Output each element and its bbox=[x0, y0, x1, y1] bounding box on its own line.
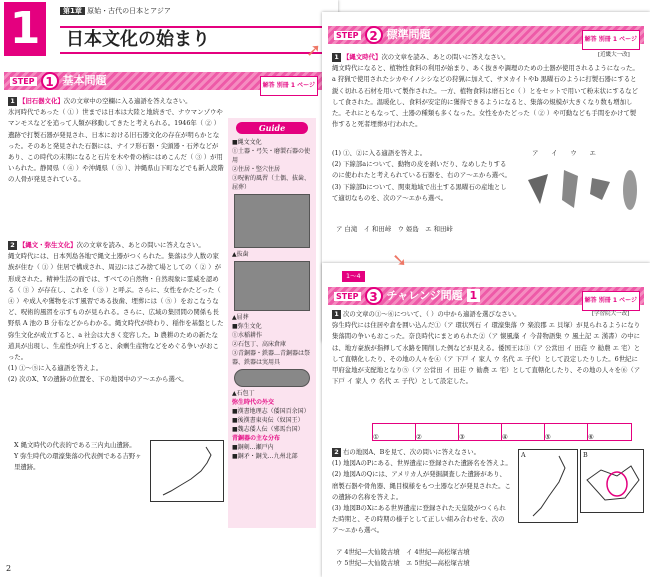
guide-item: ■魏志倭人伝（邪馬台国） bbox=[232, 426, 304, 433]
q2-choices: ア 4世紀―大仙陵古墳 イ 4世紀―高松塚古墳 ウ 5世紀―大仙陵古墳 エ 5世紀―高松塚古墳 bbox=[336, 548, 470, 568]
guide-item: ■弥生文化 bbox=[232, 323, 262, 330]
figure-labels: ア イ ウ エ bbox=[532, 149, 596, 157]
q1-body: 氷河時代であった（ ① ）世までは日本は大陸と地続きで、ナウマンゾウやマンモスなどを追って人類が移動してきたと考えられる。1946年（ ② ）遺跡で打製石器が発見され、日本における旧石器文化の存在が明らかとなった。そのあと発見された石器には、ナイフ形石器・尖頭器・石斧などがあり、この時代の末期になると石片を木や骨の柄にはめこんだ（ ③ ）が用いられた。静岡県（ ④ ）や沖縄県（ ⑤ ）、沖縄県山下町などでも新人段階の人骨が発見されている。 bbox=[8, 108, 224, 184]
q1-block: 1 【縄文時代】次の文章を読み、あとの問いに答えなさい。 縄文時代になると、植物性食料の利用が始まり、あく抜きや調理のための土器が使用されるようになった。a 狩猟で使用されたシカやイノシシなどの狩猟に加えて、サヌカイトやb 黒曜石のように打製石器にすると鋭く切れる石材を用いて製作された。一方、植物食料は磨石とc（ ）とをセットで用いて粉末状にするなどして食された。温暖化し、食料が安定的に獲得できるようになると、集落の規模が大きくなり数も増加した。それにともなって、土器の種類も多くなった。女性をかたどった（ ② ）や可動なども手間をかけて製作すると死者埋葬が行われた。 bbox=[332, 53, 639, 129]
source-note: [近畿大一改] bbox=[598, 52, 630, 58]
stone-knife-photo bbox=[234, 369, 310, 387]
q2-block: 2 【縄文・弥生文化】次の文章を読み、あとの問いに答えなさい。 縄文時代には、日本列島各地で縄文土器がつくられた。集落は少人数の家族が住む（ ① ）住居で構成され、周辺にはごみ捨て場としての（ ② ）が形成された。精神生活の面では、すべての自然物・自然現象に霊威を認める（ ③ ）が存在し、これを（ ③ ）と呼ぶ。さらに、女性をかたどった（ ④ ）や成人や獲物を示す風習である抜歯、埋葬には（ ⑤ ）をおこなうなど、呪術的風習を示すものが見られる。さらに、広域の集団間の関係も長野県 A 池の B 分布などからわかる。縄文時代が終わり、稲作を基盤とした弥生文化が成立すると、a 社会は大きく変容した。b 農耕のための新たな道具が出現し、生産性が向上すると、余剰生産物などをめぐる争いがおこった。 (1) ①〜⑤に入る適語を答えよ。 (2) 次のX、Yの遺跡の位置を、下の地図中のア〜エから選べ。 bbox=[8, 241, 224, 384]
caption: ▲石包丁 bbox=[232, 390, 255, 397]
guide-item: ■後漢書東夷伝（奴国王） bbox=[232, 417, 304, 424]
guide-item: ■漢書地理志（倭国百余国） bbox=[232, 408, 310, 415]
map-b: B bbox=[580, 449, 644, 513]
guide-sidebar bbox=[228, 118, 316, 528]
page-number: 2 bbox=[6, 564, 12, 573]
guide-item: ②石包丁、高床倉庫 bbox=[232, 341, 287, 348]
right-bottom-page bbox=[322, 263, 650, 577]
q2-body: 縄文時代には、日本列島各地で縄文土器がつくられた。集落は少人数の家族が住む（ ① ）住居で構成され、周辺にはごみ捨て場としての（ ② ）が形成された。精神生活の面では、すべての自然物・自然現象に霊威を認める（ ③ ）が存在し、これを（ ③ ）と呼ぶ。さらに、女性をかたどった（ ④ ）や成人や獲物を示す風習である抜歯、埋葬には（ ⑤ ）をおこなうなど、呪術的風習を示すものが見られる。さらに、広域の集団間の関係も長野県 A 池の B 分布などからわかる。縄文時代が終わり、稲作を基盤とした弥生文化が成立すると、a 社会は大きく変容した。b 農耕のための新たな道具が出現し、生産性が向上すると、余剰生産物などをめぐる争いがおこった。 bbox=[8, 252, 224, 362]
guide-subhead: 青銅器の主な分布 bbox=[232, 435, 281, 442]
q1-subs: (1) ①、②に入る適語を答えよ。 (2) 下線部aについて、動物の皮を剥いだり、なめしたりするのに使われたと考えられている石器を、右のア〜エから選べ。 (3) 下線部bについて、関東地域で出土する黒曜石の産地として適切なものを、次のア〜エから選べ。 bbox=[332, 149, 511, 202]
guide-item: ■銅剣…瀬戸内 bbox=[232, 444, 274, 451]
q1-block: 1 【旧石器文化】次の文章中の空欄に入る適語を答えなさい。 氷河時代であった（ ① ）世までは日本は大陸と地続きで、ナウマンゾウやマンモスなどを追って人類が移動してきたと考えられる。1946年（ ② ）遺跡で打製石器が発見され、日本における旧石器文化の存在が明らかとなった。そのあと発見された石器には、ナイフ形石器・尖頭器・石斧などがあり、この時代の末期になると石片を木や骨の柄にはめこんだ（ ③ ）が用いられた。静岡県（ ④ ）や沖縄県（ ⑤ ）、沖縄県山下町などでも新人段階の人骨が発見されている。 bbox=[8, 97, 224, 184]
guide-item: ■縄文文化 bbox=[232, 139, 262, 146]
japan-map bbox=[150, 440, 224, 502]
guide-item: ③呪術的風習（土偶、抜歯、屈葬） bbox=[232, 175, 311, 191]
map-a: A bbox=[518, 449, 578, 523]
guide-title: Guide bbox=[236, 122, 308, 134]
chapter-number: 1 bbox=[4, 2, 46, 56]
q2-xy: X 縄文時代の代表的である三内丸山遺跡。 Y 弥生時代の環濠集落の代表例である吉野ヶ里遺跡。 bbox=[14, 441, 142, 472]
step1-bar: STEP 1 基本問題 解答 別冊 1 ページ bbox=[4, 72, 322, 90]
guide-item: ①水稲耕作 bbox=[232, 332, 263, 339]
source-note: [学習院大一改] bbox=[592, 311, 630, 317]
arrow-to-step2-icon: ➚ bbox=[306, 40, 322, 61]
step2-bar: STEP 2 標準問題 解答 別冊 1 ページ bbox=[328, 26, 644, 44]
step3-bar: STEP 3 チャレンジ問題 1 解答 別冊 1 ページ bbox=[328, 287, 644, 305]
q2-block: 2 右の地図A、Bを見て、次の問いに答えなさい。 (1) 地図AのPにある、世界遺産に登録された遺跡名を答えよ。 (2) 地図AのQには、アメリカ人が発掘調査した遺跡があり、磨製石器や骨角器、縄目模様をもつ土器などが発見された。この遺跡の名称を答えよ。 (3) 地図BのXにある世界遺産に登録された天皇陵がつくられた時期と、その時期の様子として正しい組み合わせを、次のア〜エから選べ。 bbox=[332, 448, 512, 535]
caption: ▲屈葬 bbox=[232, 314, 249, 321]
guide-subhead: 弥生時代の外交 bbox=[232, 399, 275, 406]
guide-item: ②住居・竪穴住居 bbox=[232, 166, 281, 173]
guide-item: ■銅矛・銅戈…九州北部 bbox=[232, 453, 298, 460]
q1-block: 1 次の文章の①〜⑥について、（ ）の中から適語を選びなさい。 弥生時代には住居や倉を囲い込んだ①（ア 環状列石 イ 環濠集落 ウ 楽浪郡 エ 貝塚）が見られるようになり集落間の争いもおこった。奈良時代にまとめられた②（ア 懐風藻 イ 今昔物語集 ウ 風土記 エ 漢書）の中には、地方豪族が指揮して水路を開削した例などが見える。倭国王は③（ア 公営田 イ 田荘 ウ 勧農 エ 宅）として直轄化したり、その地の人々を④（ア 下戸 イ 家人 ウ 名代 エ 子代）として設定したりした。6世紀に甲府盆地が支配地となり⑤（ア 公営田 イ 田荘 ウ 勧農 エ 宅）として直轄化したり、その地の人々を⑥（ア 下戸 イ 家人 ウ 名代 エ 子代）として設定した。 bbox=[332, 310, 641, 386]
burial-photo bbox=[234, 261, 310, 311]
unit-range: 1〜4 bbox=[342, 271, 365, 282]
caption: ▲抜歯 bbox=[232, 251, 249, 258]
answer-grid[interactable]: ① ② ③ ④ ⑤ ⑥ bbox=[372, 423, 632, 441]
arrow-to-step3-icon: ➘ bbox=[392, 250, 408, 271]
guide-item: ③青銅器・鉄器…青銅器は祭器、鉄器は実用具 bbox=[232, 350, 311, 366]
skull-photo bbox=[234, 194, 310, 248]
chapter-tag: 第1章 原始・古代の日本とアジア bbox=[60, 6, 171, 16]
guide-item: ①土器・弓矢・磨製石器の使用 bbox=[232, 148, 311, 164]
choices: ア 白滝 イ 和田峠 ウ 姫島 エ 和田峠 bbox=[336, 225, 453, 233]
stone-tools-figure bbox=[518, 160, 646, 220]
chapter-title: 日本文化の始まり bbox=[60, 26, 326, 54]
